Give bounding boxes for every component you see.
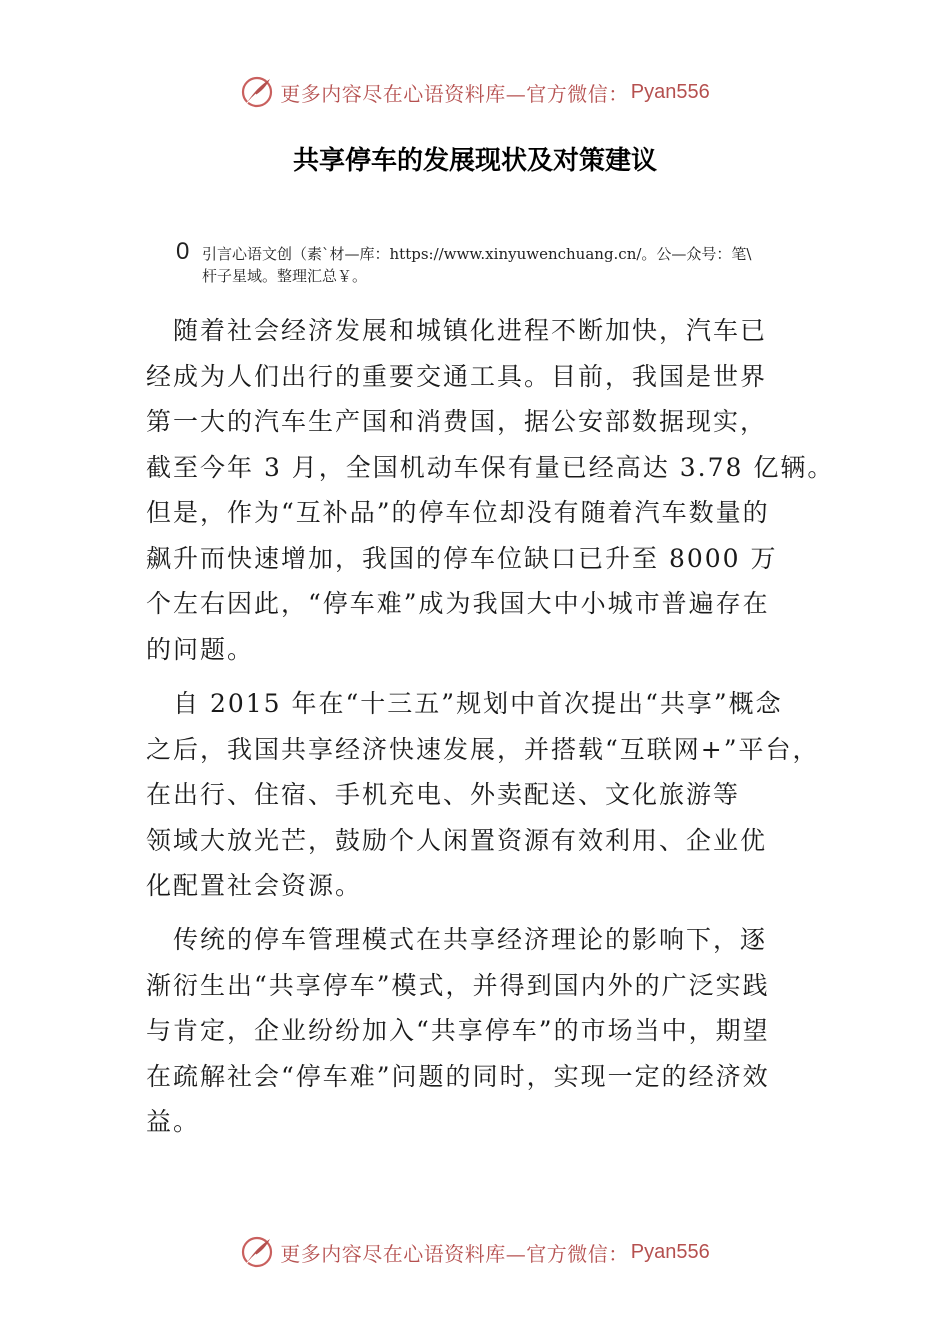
- header-slogan: 更多内容尽在心语资料库—官方微信：: [280, 81, 629, 106]
- footer-banner: [0, 1230, 950, 1274]
- paragraph-line: 在出行、住宿、手机充电、外卖配送、文化旅游等: [146, 780, 741, 809]
- paragraph-line: 的问题。: [146, 634, 255, 664]
- paragraph-line: 飙升而快速增加，我国的停车位缺口已升至 8000 万: [146, 543, 778, 573]
- paragraph-2: [146, 681, 846, 909]
- feather-logo-icon: [240, 75, 274, 109]
- footer-contact: Pyan556: [630, 1240, 710, 1263]
- intro-line: 杆子星域。整理汇总￥。: [202, 267, 368, 285]
- paragraph-line: 在疏解社会“停车难”问题的同时，实现一定的经济效: [146, 1061, 770, 1091]
- feather-logo-icon: [240, 1235, 274, 1269]
- paragraph-line: 个左右因此，“停车难”成为我国大中小城市普遍存在: [146, 589, 770, 618]
- paragraph-line: 渐衍生出“共享停车”模式，并得到国内外的广泛实践: [146, 970, 770, 1000]
- paragraph-line: 经成为人们出行的重要交通工具。目前，我国是世界: [146, 361, 768, 391]
- intro-line: 引言心语文创（素`材—库：https://www.xinyuwenchuang.cn/。公—众号：笔\: [202, 245, 752, 263]
- document-title: 共享停车的发展现状及对策建议: [292, 146, 657, 176]
- paragraph-line: 第一大的汽车生产国和消费国，据公安部数据现实，: [146, 407, 768, 436]
- paragraph-3: [146, 917, 846, 1145]
- header-contact: Pyan556: [630, 80, 710, 103]
- header-banner: [0, 70, 950, 114]
- paragraph-line: 自 2015 年在“十三五”规划中首次提出“共享”概念: [146, 689, 783, 718]
- paragraph-line: 但是，作为“互补品”的停车位却没有随着汽车数量的: [146, 498, 770, 527]
- intro-note: [176, 238, 836, 287]
- paragraph-line: 传统的停车管理模式在共享经济理论的影响下，逐: [146, 925, 768, 954]
- paragraph-line: 领域大放光芒，鼓励个人闲置资源有效利用、企业优: [146, 825, 768, 855]
- paragraph-line: 益。: [146, 1107, 201, 1136]
- footer-slogan: 更多内容尽在心语资料库—官方微信：: [280, 1241, 629, 1266]
- paragraph-1: [146, 308, 846, 672]
- paragraph-line: 之后，我国共享经济快速发展，并搭载“互联网+”平台，: [146, 734, 820, 764]
- paragraph-line: 随着社会经济发展和城镇化进程不断加快，汽车已: [146, 316, 768, 345]
- intro-number: 0: [176, 238, 190, 265]
- paragraph-line: 化配置社会资源。: [146, 871, 363, 900]
- paragraph-line: 与肯定，企业纷纷加入“共享停车”的市场当中，期望: [146, 1016, 770, 1045]
- paragraph-line: 截至今年 3 月，全国机动车保有量已经高达 3.78 亿辆。: [146, 452, 835, 482]
